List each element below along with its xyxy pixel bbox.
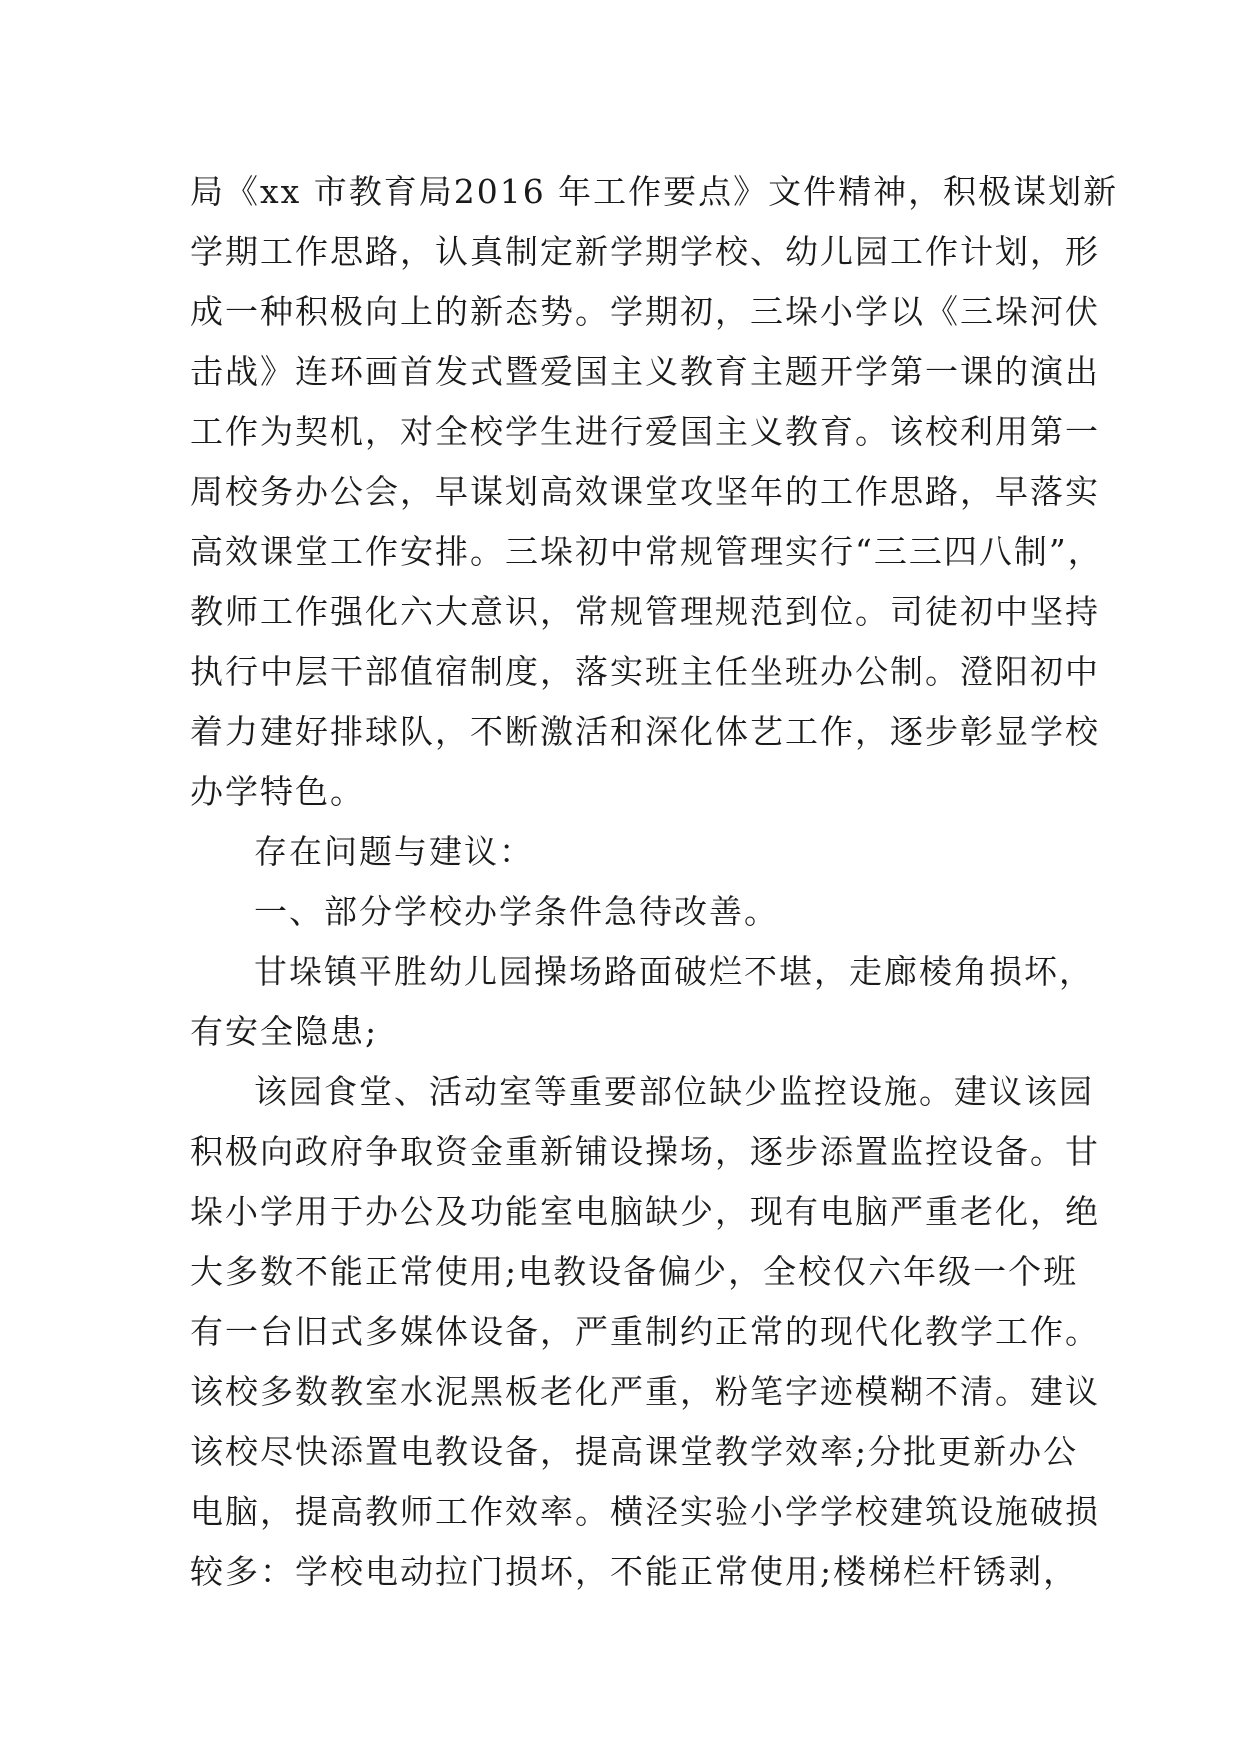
- text-line: 积极向政府争取资金重新铺设操场，逐步添置监控设备。甘: [190, 1132, 1100, 1171]
- text-line: 局《xx 市教育局2016 年工作要点》文件精神，积极谋划新: [190, 172, 1119, 211]
- text-line: 有安全隐患;: [190, 1012, 379, 1051]
- text-line: 工作为契机，对全校学生进行爱国主义教育。该校利用第一: [190, 412, 1100, 451]
- text-line: 教师工作强化六大意识，常规管理规范到位。司徒初中坚持: [190, 592, 1100, 631]
- section-heading: 存在问题与建议：: [254, 832, 534, 871]
- text-line: 较多：学校电动拉门损坏，不能正常使用;楼梯栏杆锈剥，: [190, 1552, 1079, 1591]
- text-line: 大多数不能正常使用;电教设备偏少，全校仅六年级一个班: [190, 1252, 1079, 1291]
- text-line: 该校尽快添置电教设备，提高课堂教学效率;分批更新办公: [190, 1432, 1079, 1471]
- text-line: 甘垛镇平胜幼儿园操场路面破烂不堪，走廊棱角损坏，: [254, 952, 1094, 991]
- text-line: 学期工作思路，认真制定新学期学校、幼儿园工作计划，形: [190, 232, 1100, 271]
- text-line: 垛小学用于办公及功能室电脑缺少，现有电脑严重老化，绝: [190, 1192, 1100, 1231]
- body-text: [190, 162, 1119, 1602]
- text-line: 高效课堂工作安排。三垛初中常规管理实行“三三四八制”，: [190, 532, 1103, 571]
- text-line: 周校务办公会，早谋划高效课堂攻坚年的工作思路，早落实: [190, 472, 1100, 511]
- text-line: 该园食堂、活动室等重要部位缺少监控设施。建议该园: [254, 1072, 1094, 1111]
- text-line: 该校多数教室水泥黑板老化严重，粉笔字迹模糊不清。建议: [190, 1372, 1100, 1411]
- text-line: 着力建好排球队，不断激活和深化体艺工作，逐步彰显学校: [190, 712, 1100, 751]
- text-line: 成一种积极向上的新态势。学期初，三垛小学以《三垛河伏: [190, 292, 1100, 331]
- text-line: 电脑，提高教师工作效率。横泾实验小学学校建筑设施破损: [190, 1492, 1100, 1531]
- text-line: 执行中层干部值宿制度，落实班主任坐班办公制。澄阳初中: [190, 652, 1100, 691]
- subsection-heading: 一、部分学校办学条件急待改善。: [254, 892, 779, 931]
- text-line: 击战》连环画首发式暨爱国主义教育主题开学第一课的演出: [190, 352, 1100, 391]
- text-line: 办学特色。: [190, 772, 365, 811]
- text-line: 有一台旧式多媒体设备，严重制约正常的现代化教学工作。: [190, 1312, 1100, 1351]
